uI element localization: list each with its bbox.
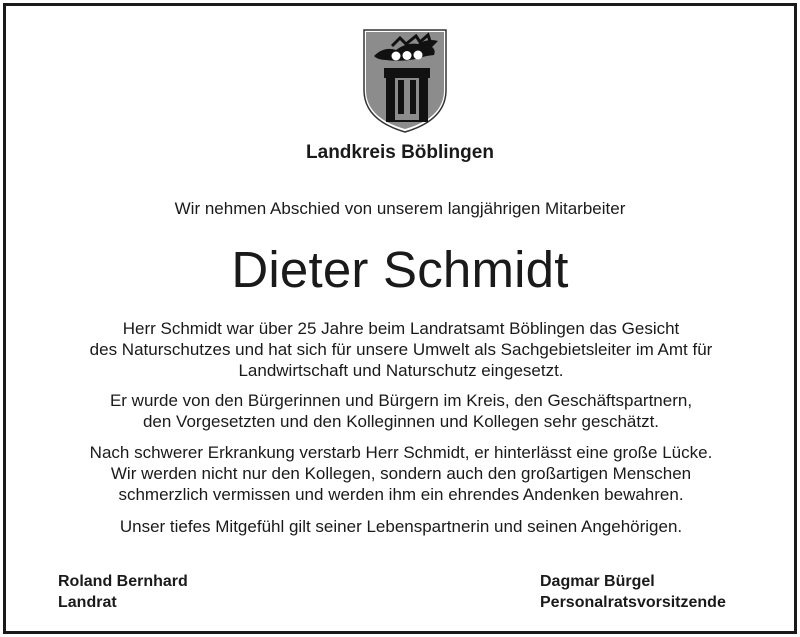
- signatory-role: Personalratsvorsitzende: [540, 594, 726, 611]
- text-line: Er wurde von den Bürgerinnen und Bürgern im Kreis, den Geschäftspartnern,: [109, 391, 693, 410]
- paragraph-appreciation: [36, 390, 766, 432]
- signatory-name: Roland Bernhard: [58, 573, 188, 590]
- text-line: Unser tiefes Mitgefühl gilt seiner Lebenspartnerin und seinen Angehörigen.: [119, 517, 683, 536]
- text-line: Landwirtschaft und Naturschutz eingesetzt.: [238, 361, 564, 380]
- paragraph-condolence: [36, 516, 766, 537]
- text-line: Wir werden nicht nur den Kollegen, sondern auch den großartigen Menschen: [110, 464, 692, 483]
- coat-of-arms-icon: [362, 28, 448, 134]
- organization-title: Landkreis Böblingen: [306, 142, 494, 163]
- signatory-role: Landrat: [58, 594, 117, 611]
- signatory-name: Dagmar Bürgel: [540, 573, 655, 590]
- text-line: den Vorgesetzten und den Kolleginnen und Kollegen sehr geschätzt.: [142, 412, 660, 431]
- paragraph-loss: [36, 442, 766, 505]
- signature-right: [540, 571, 726, 613]
- text-line: schmerzlich vermissen und werden ihm ein ehrendes Andenken bewahren.: [118, 485, 684, 504]
- signature-left: [58, 571, 188, 613]
- deceased-name: Dieter Schmidt: [231, 241, 569, 298]
- text-line: Herr Schmidt war über 25 Jahre beim Landratsamt Böblingen das Gesicht: [122, 319, 680, 338]
- intro-line: Wir nehmen Abschied von unserem langjährigen Mitarbeiter: [174, 199, 626, 218]
- text-line: des Naturschutzes und hat sich für unsere Umwelt als Sachgebietsleiter im Amt für: [89, 340, 713, 359]
- text-line: Nach schwerer Erkrankung verstarb Herr Schmidt, er hinterlässt eine große Lücke.: [89, 443, 713, 462]
- paragraph-career: [36, 318, 766, 381]
- obituary-notice: [3, 3, 797, 634]
